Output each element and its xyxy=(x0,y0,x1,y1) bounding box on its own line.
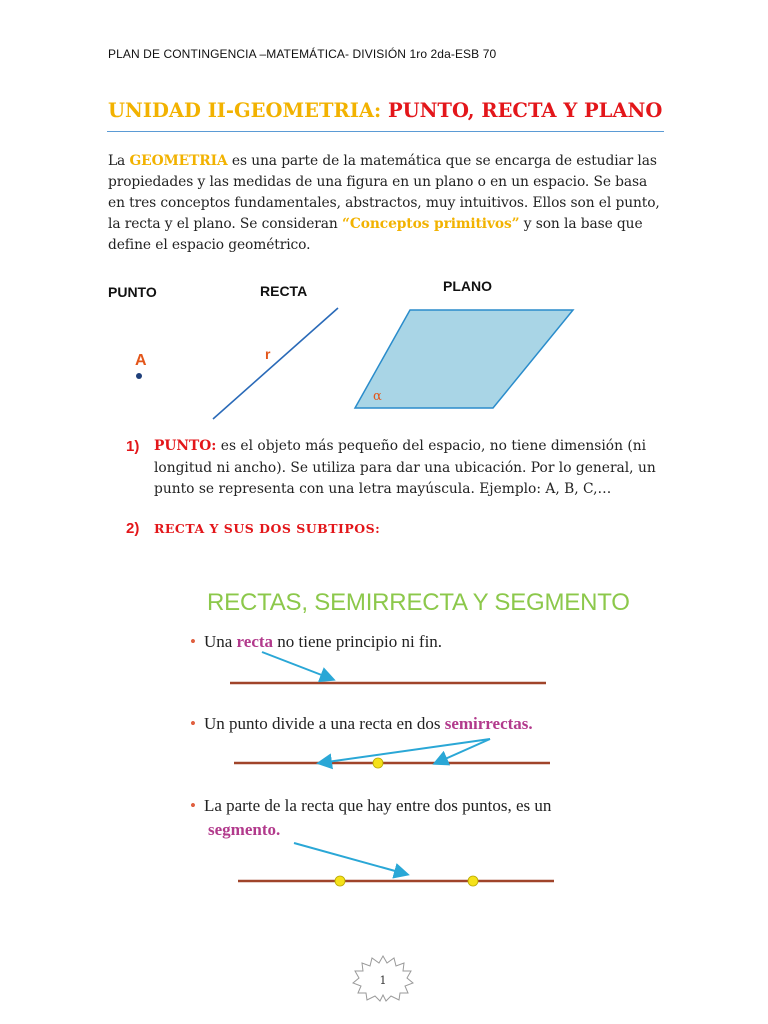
intro-text-3: y son la base que define el espacio geométrico. xyxy=(108,216,643,253)
page-number-badge xyxy=(351,953,415,1003)
list-item-2-number: 2) xyxy=(126,519,140,537)
line-name-r: r xyxy=(265,346,271,362)
recta-r-line xyxy=(213,308,338,419)
segmento-point-2 xyxy=(468,876,478,886)
unit-title-part2: PUNTO, RECTA Y PLANO xyxy=(387,99,663,122)
semirrectas-point xyxy=(373,758,383,768)
bullet-3-pre: La parte de la recta que hay entre dos puntos, es un xyxy=(203,796,552,815)
slide-title: RECTAS, SEMIRRECTA Y SEGMENTO xyxy=(207,589,630,616)
definition-list xyxy=(126,436,666,540)
page-header: PLAN DE CONTINGENCIA –MATEMÁTICA- DIVISIÓN 1ro 2da-ESB 70 xyxy=(108,47,497,61)
bullet-2-pre: Un punto divide a una recta en dos xyxy=(203,714,445,733)
bullet-2-key: semirrectas. xyxy=(444,714,533,733)
semirrecta-arrow-left xyxy=(320,739,490,763)
figure-plano-label: PLANO xyxy=(443,278,492,294)
point-name-a: A xyxy=(135,352,147,369)
list-item-1-text: es el objeto más pequeño del espacio, no tiene dimensión (ni longitud ni ancho). Se utiliza para dar una ubicación. Por lo general, un punto se representa con una letra mayúscula. Ejemplo: A, B, C,… xyxy=(154,438,656,497)
recta-arrow xyxy=(262,652,332,679)
title-underline xyxy=(107,131,664,132)
bullet-dot-icon: • xyxy=(190,632,196,651)
bullet-dot-icon: • xyxy=(190,796,196,815)
figure-recta-label: RECTA xyxy=(260,283,308,299)
unit-title xyxy=(108,99,662,122)
plane-name-alpha: α xyxy=(373,389,382,404)
figure-punto-label: PUNTO xyxy=(108,284,157,300)
list-item-1-number: 1) xyxy=(126,438,140,455)
bullet-1-post: no tiene principio ni fin. xyxy=(273,632,443,651)
figure-primitives xyxy=(100,295,600,425)
bullet-1-key: recta xyxy=(236,632,274,651)
segmento-arrow xyxy=(294,843,406,874)
slide-bullet-semirrectas xyxy=(190,714,533,734)
starburst-icon xyxy=(351,953,415,1003)
intro-text-2: es una parte de la matemática que se encarga de estudiar las propiedades y las medidas de una figura en un plano o en un espacio. Se basa en tres conceptos fundamentales, abstractos, muy intuitivos. Ellos son el punto, la recta y el plano. Se consideran xyxy=(108,153,660,232)
plano-alpha-shape xyxy=(355,310,573,408)
slide-bullet-recta xyxy=(190,632,442,652)
list-item-recta xyxy=(126,518,666,541)
point-a-dot xyxy=(136,373,142,379)
bullet-1-pre: Una xyxy=(203,632,237,651)
bullet-dot-icon: • xyxy=(190,714,196,733)
intro-text-1: La xyxy=(108,153,130,169)
intro-geometria: GEOMETRIA xyxy=(129,153,228,169)
unit-title-part1: UNIDAD II-GEOMETRIA: xyxy=(108,99,388,122)
slide-bullet-segmento xyxy=(190,796,551,816)
page-number: 1 xyxy=(379,974,387,987)
list-item-2-label: RECTA Y SUS DOS SUBTIPOS: xyxy=(154,520,381,536)
segmento-point-1 xyxy=(335,876,345,886)
list-item-1-label: PUNTO: xyxy=(154,438,217,454)
bullet-3-key: segmento. xyxy=(208,820,281,839)
slide-bullet-segmento-key xyxy=(208,820,280,840)
list-item-punto xyxy=(126,436,666,501)
intro-conceptos-primitivos: “Conceptos primitivos” xyxy=(342,216,520,232)
semirrecta-arrow-right xyxy=(436,739,490,763)
intro-paragraph xyxy=(108,151,668,256)
